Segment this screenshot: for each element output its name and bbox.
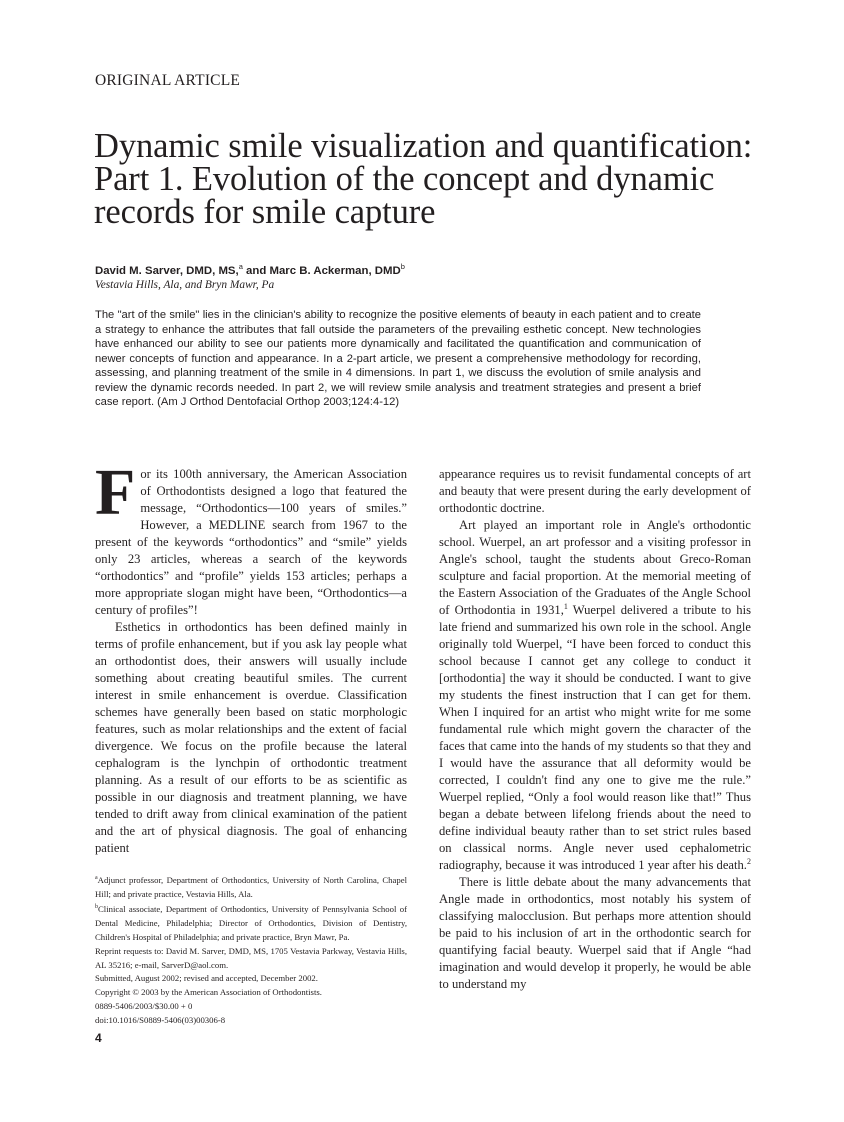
paragraph-text: Art played an important role in Angle's orthodontic school. Wuerpel, an art professor and a visiting professor in Angle's school, taught the students about Greco-Roman sculpture and facial proportion. At the memorial meeting of the Eastern Association of the Graduates of the Angle School of Orthodontia in 1931,: [439, 518, 751, 617]
doi: doi:10.1016/S0889-5406(03)00306-8: [95, 1014, 226, 1025]
body-paragraph: [439, 517, 751, 874]
affiliation-location: Vestavia Hills, Ala, and Bryn Mawr, Pa: [95, 279, 275, 291]
author-1: David M. Sarver, DMD, MS,: [95, 264, 239, 277]
author-line: [95, 262, 405, 277]
body-paragraph: [95, 456, 407, 619]
author-1-affiliation-marker: a: [238, 262, 243, 271]
submission-dates: Submitted, August 2002; revised and accepted, December 2002.: [95, 973, 318, 984]
footnote-marker: b: [95, 904, 98, 911]
body-paragraph: appearance requires us to revisit fundamental concepts of art and beauty that were present during the early development of orthodontic doctrine.: [439, 467, 751, 515]
footnote-text: Clinical associate, Department of Orthodontics, University of Pennsylvania School of Dental Medicine, Philadelphia; Director of Orthodontics, Division of Dentistry, Children's Hospital of Philadelphia; and private practice, Bryn Mawr, Pa.: [95, 904, 407, 942]
page-number: 4: [95, 1031, 102, 1045]
footnote-marker: a: [95, 875, 98, 881]
author-connector: and: [242, 264, 270, 277]
footnote-a: [95, 872, 407, 901]
paragraph-text: Wuerpel delivered a tribute to his late friend and summarized his own role in the school. Angle originally told Wuerpel, “I have been forced to conduct this school because I cannot get any college to conduct it [orthodontia] the way it should be conducted. I want to give my students the finest instruction that I can get for them. When I inquired for an artist who might write for me some fundamental rule which might govern the character of the faces that came into the hands of my students so that they and I would have the assurance that all deformity would be corrected, I couldn't find any one to give me the rule.” Wuerpel replied, “Only a fool would reason like that!” Thus began a debate between lifelong friends about the need to define individual beauty rather than to set strict rules based on classical norms. Angle never used cephalometric radiography, because it was introduced 1 year after his death.: [439, 603, 751, 872]
citation-reference[interactable]: 1: [563, 601, 568, 611]
paragraph-text: or its 100th anniversary, the American Association of Orthodontists designed a logo that featured the message, “Orthodontics—100 years of smiles.” However, a MEDLINE search from 1967 to the present of the keywords “orthodontics” and “smile” yields only 23 articles, whereas a search of the keywords “orthodontics” and “profile” yields 153 articles; perhaps a more appropriate slogan might have been, “Orthodontics—a century of profiles”!: [95, 467, 407, 617]
body-paragraph: There is little debate about the many advancements that Angle made in orthodontics, most notably his system of classifying malocclusion. But perhaps more attention should be paid to his inclusion of art in the orthodontic search for quantifying facial beauty. Wuerpel said that if Angle “had imagination and would develop it properly, he would be able to understand my: [439, 875, 751, 991]
body-column-right: [439, 466, 751, 993]
footnote-b: [95, 901, 407, 944]
reprint-requests: Reprint requests to: David M. Sarver, DMD, MS, 1705 Vestavia Parkway, Vestavia Hills, AL 35216; e-mail, SarverD@aol.com.: [95, 945, 407, 970]
author-2-affiliation-marker: b: [400, 262, 405, 271]
footnote-text: Adjunct professor, Department of Orthodontics, University of North Carolina, Chapel Hill; and private practice, Vestavia Hills, Ala.: [95, 874, 407, 899]
abstract: The "art of the smile" lies in the clinician's ability to recognize the positive elements of beauty in each patient and to create a strategy to enhance the attributes that fall outside the parameters of the prevailing esthetic concept. New technologies have enhanced our ability to see our patients more dynamically and facilitated the quantification and communication of newer concepts of function and appearance. In a 2-part article, we present a comprehensive methodology for recording, assessing, and planning treatment of the smile in 4 dimensions. In part 1, we discuss the evolution of smile analysis and review the dynamic records needed. In part 2, we will review smile analysis and treatment strategies and present a brief case report. (Am J Orthod Dentofacial Orthop 2003;124:4-12): [95, 309, 701, 408]
citation-reference[interactable]: 2: [746, 856, 751, 866]
issn-price: 0889-5406/2003/$30.00 + 0: [95, 1000, 193, 1011]
body-paragraph: Esthetics in orthodontics has been defined mainly in terms of profile enhancement, but if you ask lay people what an orthodontist does, their answers will usually include something about creating beautiful smiles. The current interest in smile enhancement is overdue. Classification schemes have generally been based on static morphologic features, such as molar relationships and the extent of facial divergence. We focus on the profile because the lateral cephalogram is the lynchpin of orthodontic treatment planning. As a result of our efforts to be as scientific as possible in our diagnosis and treatment planning, we have tended to drift away from clinical examination of the patient and the art of physical diagnosis. The goal of enhancing patient: [95, 620, 407, 855]
footnotes: [95, 872, 407, 1028]
author-2: Marc B. Ackerman, DMD: [269, 264, 401, 277]
section-label: ORIGINAL ARTICLE: [95, 72, 241, 89]
article-title: Dynamic smile visualization and quantification: Part 1. Evolution of the concept and dynamic records for smile capture: [94, 127, 753, 231]
drop-cap: F: [95, 456, 136, 529]
copyright-notice: Copyright © 2003 by the American Association of Orthodontists.: [95, 987, 322, 998]
body-column-left: [95, 456, 407, 857]
